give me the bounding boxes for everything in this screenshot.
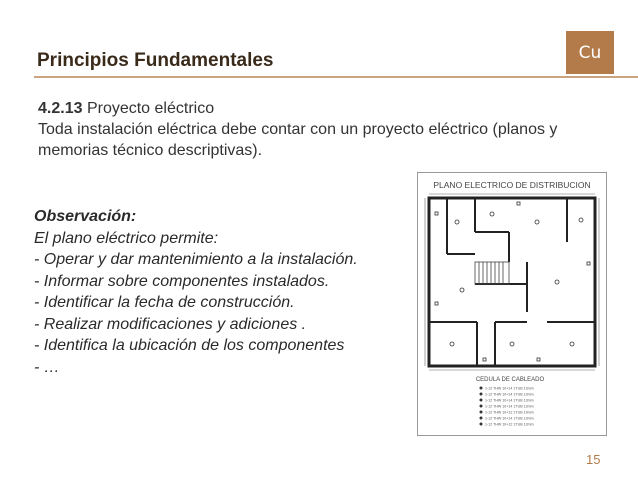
intro-block: [38, 98, 618, 161]
observation-item: - Identifica la ubicación de los componentes: [34, 337, 345, 354]
cabling-row: 1-12 THW 10+12 1TUB 13mm: [485, 422, 534, 427]
cabling-row: 1-12 THW 10+14 1TUB 13mm: [485, 404, 534, 409]
cabling-row: 1-12 THW 10+14 1TUB 13mm: [485, 416, 534, 421]
cabling-row: 1-12 THW 10+14 1TUB 13mm: [485, 392, 534, 397]
cabling-table-title: CEDULA DE CABLEADO: [475, 377, 545, 383]
observation-heading: Observación:: [34, 208, 137, 225]
section-number: 4.2.13: [38, 100, 83, 117]
observation-item: - …: [34, 358, 60, 376]
cabling-row: 1-12 THW 10+12 1TUB 19mm: [485, 410, 534, 415]
observation-item: - Operar y dar mantenimiento a la instalación.: [34, 251, 358, 268]
plan-title: PLANO ELECTRICO DE DISTRIBUCION: [433, 180, 591, 190]
observation-item: - Identificar la fecha de construcción.: [34, 294, 295, 311]
logo-badge: Cu: [566, 31, 614, 74]
electrical-floor-plan: [417, 172, 607, 436]
section-body: Toda instalación eléctrica debe contar con un proyecto eléctrico (planos y memorias técnico descriptivas).: [38, 121, 558, 159]
page-title: Principios Fundamentales: [37, 50, 274, 71]
observation-subheading: El plano eléctrico permite:: [34, 229, 219, 247]
title-divider: [34, 76, 638, 78]
observation-item: - Informar sobre componentes instalados.: [34, 272, 330, 290]
observation-item: - Realizar modificaciones y adiciones .: [34, 315, 307, 333]
section-title: Proyecto eléctrico: [86, 100, 215, 117]
page-number: 15: [586, 452, 601, 467]
cabling-row: 1-12 THW 10+14 1TUB 13mm: [485, 398, 534, 403]
observation-block: [34, 206, 358, 378]
section-heading: [38, 98, 618, 119]
cabling-row: 1-12 THW 10+14 1TUB 13mm: [485, 386, 534, 391]
